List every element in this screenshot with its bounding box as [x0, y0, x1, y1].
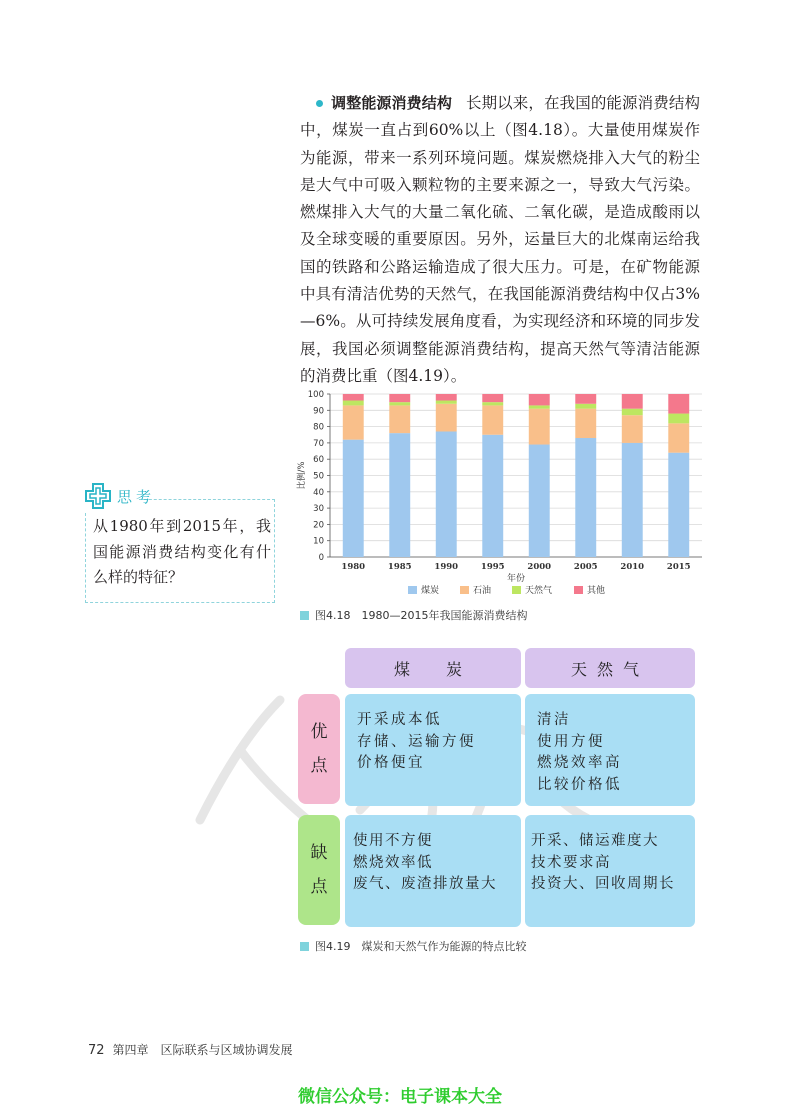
bar-2000-煤炭 [529, 445, 550, 557]
y-tick-label: 70 [313, 438, 324, 449]
bullet-icon [316, 100, 323, 107]
legend-label-天然气: 天然气 [525, 586, 553, 596]
x-tick-label: 2015 [666, 562, 691, 572]
page-number: 72 [88, 1043, 105, 1058]
y-tick-label: 10 [313, 536, 324, 547]
cell-gas-advantages: 清洁 使用方便 燃烧效率高 比较价格低 [525, 694, 695, 806]
caption-marker-icon [300, 942, 309, 951]
bar-2010-石油 [622, 415, 643, 443]
bar-1995-其他 [482, 394, 503, 402]
bar-1990-其他 [436, 394, 457, 401]
bar-2005-天然气 [575, 404, 596, 409]
think-question: 从1980年到2015年，我国能源消费结构变化有什么样的特征？ [93, 517, 271, 586]
wechat-banner: 微信公众号：电子课本大全 [298, 1087, 502, 1107]
legend-swatch-石油 [460, 586, 469, 594]
y-axis-label: 比例/% [297, 461, 307, 490]
figure-4-19-caption: 图4.19 煤炭和天然气作为能源的特点比较 [300, 938, 527, 954]
legend-label-煤炭: 煤炭 [421, 586, 440, 596]
x-axis-label: 年份 [506, 574, 526, 584]
y-tick-label: 80 [313, 422, 324, 433]
y-tick-label: 60 [313, 455, 324, 466]
think-plus-icon [85, 483, 111, 509]
bar-2000-石油 [529, 409, 550, 445]
x-tick-label: 2005 [573, 562, 598, 572]
bar-2010-煤炭 [622, 443, 643, 557]
bar-2005-石油 [575, 409, 596, 438]
header-gas: 天然气 [525, 648, 695, 688]
bar-1985-其他 [389, 394, 410, 402]
legend-label-石油: 石油 [473, 586, 492, 596]
page-footer [88, 1041, 293, 1058]
bar-2015-其他 [668, 394, 689, 414]
bar-2000-其他 [529, 394, 550, 405]
x-tick-label: 2010 [620, 562, 645, 572]
bar-1995-石油 [482, 405, 503, 434]
y-tick-label: 50 [313, 471, 324, 482]
main-paragraph [300, 90, 700, 390]
bar-1990-天然气 [436, 401, 457, 404]
cell-coal-disadvantages: 使用不方便 燃烧效率低 废气、废渣排放量大 [345, 815, 521, 927]
y-tick-label: 40 [313, 487, 324, 498]
bar-1980-其他 [343, 394, 364, 401]
row-label-advantages: 优 点 [298, 694, 340, 804]
legend-label-其他: 其他 [587, 586, 606, 596]
bar-2010-其他 [622, 394, 643, 409]
bar-1985-天然气 [389, 402, 410, 405]
bar-2000-天然气 [529, 405, 550, 408]
bar-1990-石油 [436, 404, 457, 432]
figure-4-18-caption: 图4.18 1980—2015年我国能源消费结构 [300, 607, 527, 623]
caption-marker-icon [300, 611, 309, 620]
bar-1985-煤炭 [389, 433, 410, 557]
x-tick-label: 1985 [387, 562, 412, 572]
bar-2010-天然气 [622, 409, 643, 416]
y-tick-label: 20 [313, 520, 324, 531]
y-tick-label: 0 [318, 553, 324, 563]
y-tick-label: 90 [313, 406, 324, 417]
cell-gas-disadvantages: 开采、储运难度大 技术要求高 投资大、回收周期长 [525, 815, 695, 927]
paragraph-body: 长期以来，在我国的能源消费结构中，煤炭一直占到60%以上（图4.18）。大量使用煤炭作为能源，带来一系列环境问题。煤炭燃烧排入大气的粉尘是大气中可吸入颗粒物的主要来源之一，导致大气污染。燃煤排入大气的大量二氧化硫、二氧化碳，是造成酸雨以及全球变暖的重要原因。另外，运量巨大的北煤南运给我国的铁路和公路运输造成了很大压力。可是，在矿物能源中具有清洁优势的天然气，在我国能源消费结构中仅占3%—6%。从可持续发展角度看，为实现经济和环境的同步发展，我国必须调整能源消费结构，提高天然气等清洁能源的消费比重（图4.19）。 [300, 94, 700, 385]
bar-1985-石油 [389, 405, 410, 433]
energy-consumption-chart [290, 382, 710, 604]
think-title: 思考 [117, 488, 156, 506]
legend-swatch-煤炭 [408, 586, 417, 594]
paragraph-heading: 调整能源消费结构 [331, 94, 452, 112]
legend-swatch-其他 [574, 586, 583, 594]
think-box [85, 483, 275, 603]
x-tick-label: 1990 [434, 562, 459, 572]
bar-1980-煤炭 [343, 440, 364, 557]
bar-1980-石油 [343, 405, 364, 439]
bar-1995-煤炭 [482, 435, 503, 557]
bar-2005-煤炭 [575, 438, 596, 557]
bar-2015-煤炭 [668, 453, 689, 557]
x-tick-label: 1995 [480, 562, 505, 572]
bar-2015-石油 [668, 423, 689, 452]
bar-1990-煤炭 [436, 431, 457, 557]
cell-coal-advantages: 开采成本低 存储、运输方便 价格便宜 [345, 694, 521, 806]
header-coal: 煤 炭 [345, 648, 521, 688]
x-tick-label: 2000 [527, 562, 552, 572]
legend-swatch-天然气 [512, 586, 521, 594]
x-tick-label: 1980 [341, 562, 366, 572]
bar-2005-其他 [575, 394, 596, 404]
chapter-title: 第四章 区际联系与区域协调发展 [112, 1043, 293, 1057]
bar-1980-天然气 [343, 401, 364, 406]
bar-2015-天然气 [668, 414, 689, 424]
y-tick-label: 100 [307, 390, 324, 400]
y-tick-label: 30 [313, 504, 324, 515]
row-label-disadvantages: 缺 点 [298, 815, 340, 925]
bar-1995-天然气 [482, 402, 503, 405]
